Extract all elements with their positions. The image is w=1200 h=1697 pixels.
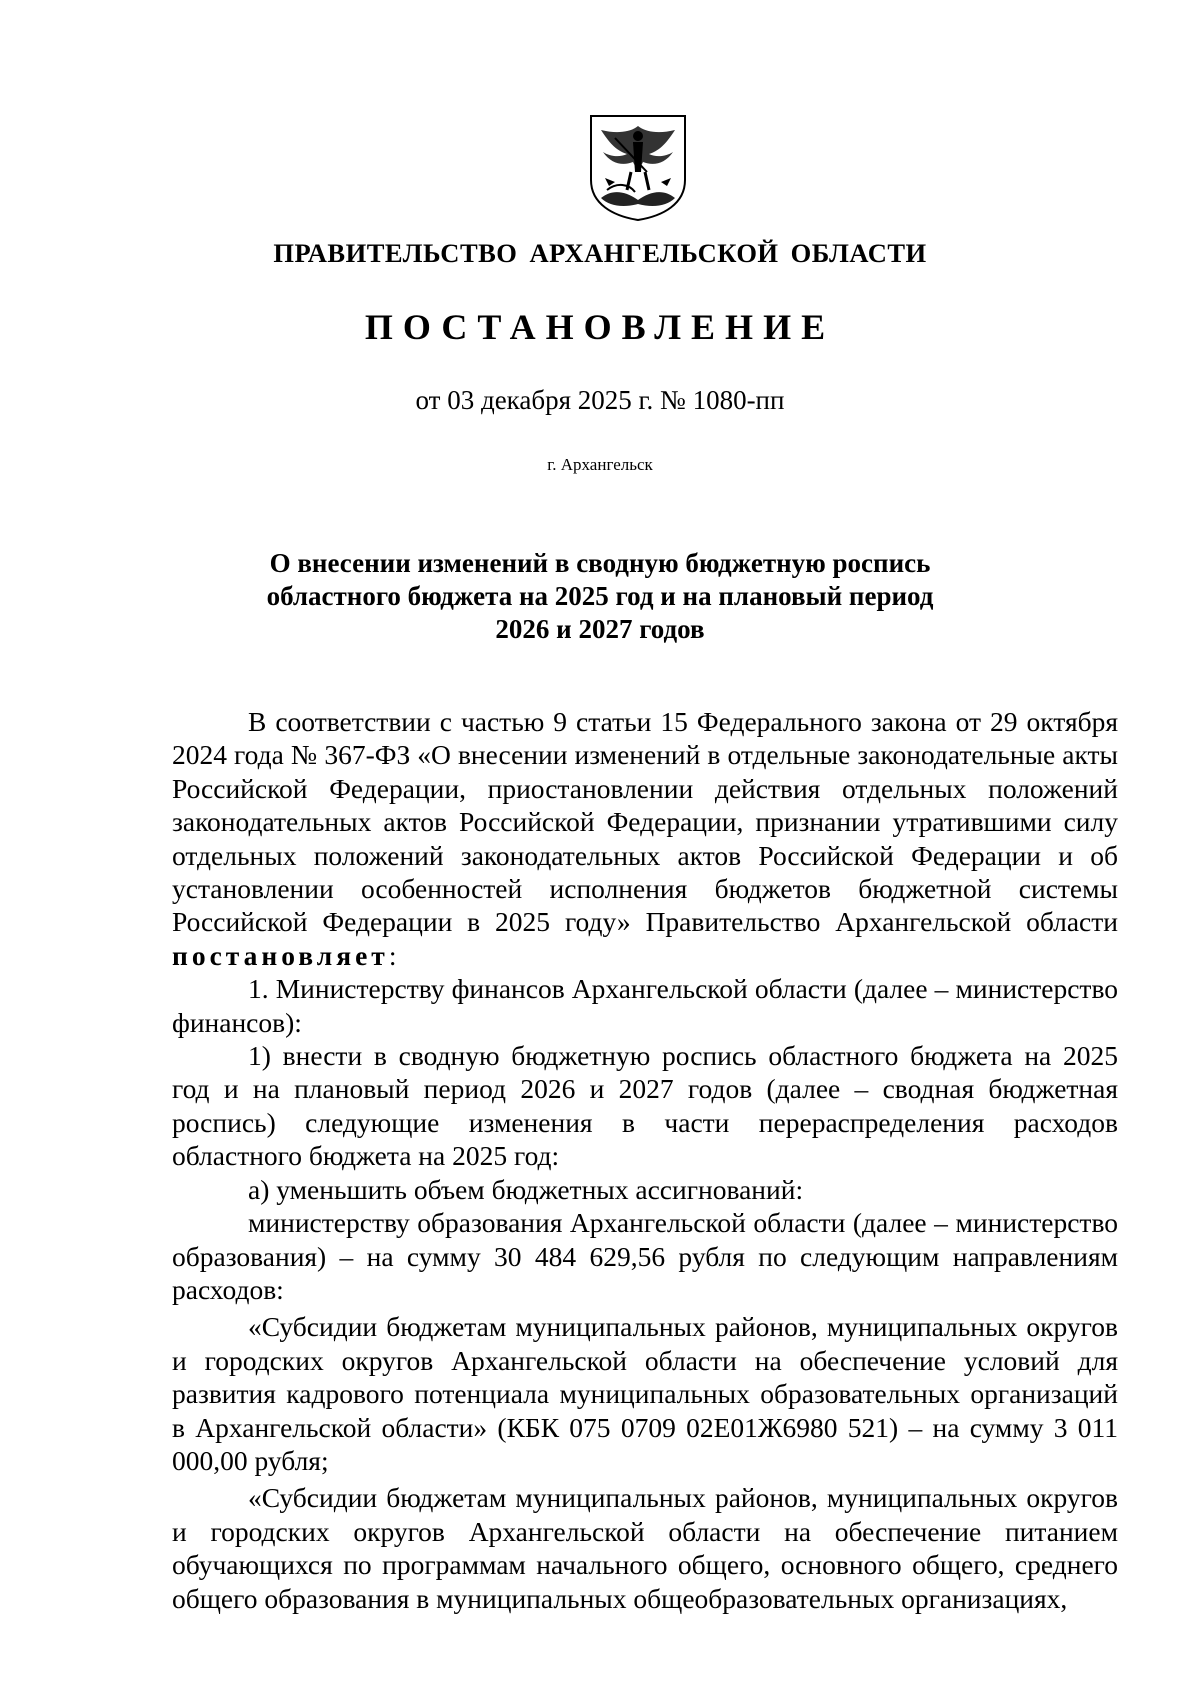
preamble-paragraph — [172, 705, 1118, 972]
document-body — [172, 705, 1118, 1615]
decree-word: постановляет — [172, 939, 389, 971]
title-line-2: областного бюджета на 2025 год и на плановый период — [266, 581, 934, 611]
document-type: ПОСТАНОВЛЕНИЕ — [364, 307, 836, 347]
coat-of-arms-icon — [587, 112, 689, 222]
subsidy-paragraph-1: «Субсидии бюджетам муниципальных районов, муниципальных округов и городских округов Архангельской области на обеспечение условий для развития кадрового потенциала муниципальных образовательных организаций в Архангельской области» (КБК 075 0709 02Е01Ж6980 521) – на сумму 3 011 000,00 рубля; — [172, 1311, 1118, 1476]
clause-1-1: 1) внести в сводную бюджетную роспись областного бюджета на 2025 год и на плановый период 2026 и 2027 годов (далее – сводная бюджетная роспись) следующие изменения в части перераспределения расходов областного бюджета на 2025 год: — [172, 1040, 1118, 1172]
preamble-text: В соответствии с частью 9 статьи 15 Федерального закона от 29 октября 2024 года № 367-ФЗ «О внесении изменений в отдельные законодательные акты Российской Федерации, приостановлении действия отдельных положений законодательных актов Российской Федерации, признании утратившими силу отдельных положений законодательных актов Российской Федерации и об установлении особенностей исполнения бюджетов бюджетной системы Российской Федерации в 2025 году» Правительство Архангельской области — [172, 706, 1118, 938]
ministry-education-paragraph: министерству образования Архангельской области (далее – министерство образования) – на сумму 30 484 629,56 рубля по следующим направлениям расходов: — [172, 1207, 1118, 1305]
title-line-3: 2026 и 2027 годов — [495, 614, 705, 644]
government-name: ПРАВИТЕЛЬСТВО АРХАНГЕЛЬСКОЙ ОБЛАСТИ — [273, 238, 927, 268]
document-title — [0, 547, 1200, 646]
document-date-number: от 03 декабря 2025 г. № 1080-пп — [415, 385, 785, 415]
clause-1-1-a: а) уменьшить объем бюджетных ассигнований: — [248, 1173, 804, 1205]
title-line-1: О внесении изменений в сводную бюджетную роспись — [269, 548, 931, 578]
document-city: г. Архангельск — [547, 455, 653, 474]
clause-1: 1. Министерству финансов Архангельской области (далее – министерство финансов): — [172, 973, 1118, 1038]
subsidy-paragraph-2: «Субсидии бюджетам муниципальных районов, муниципальных округов и городских округов Архангельской области на обеспечение питанием обучающихся по программам начального общего, основного общего, среднего общего образования в муниципальных общеобразовательных организациях, — [172, 1482, 1118, 1614]
decree-colon: : — [388, 939, 397, 971]
